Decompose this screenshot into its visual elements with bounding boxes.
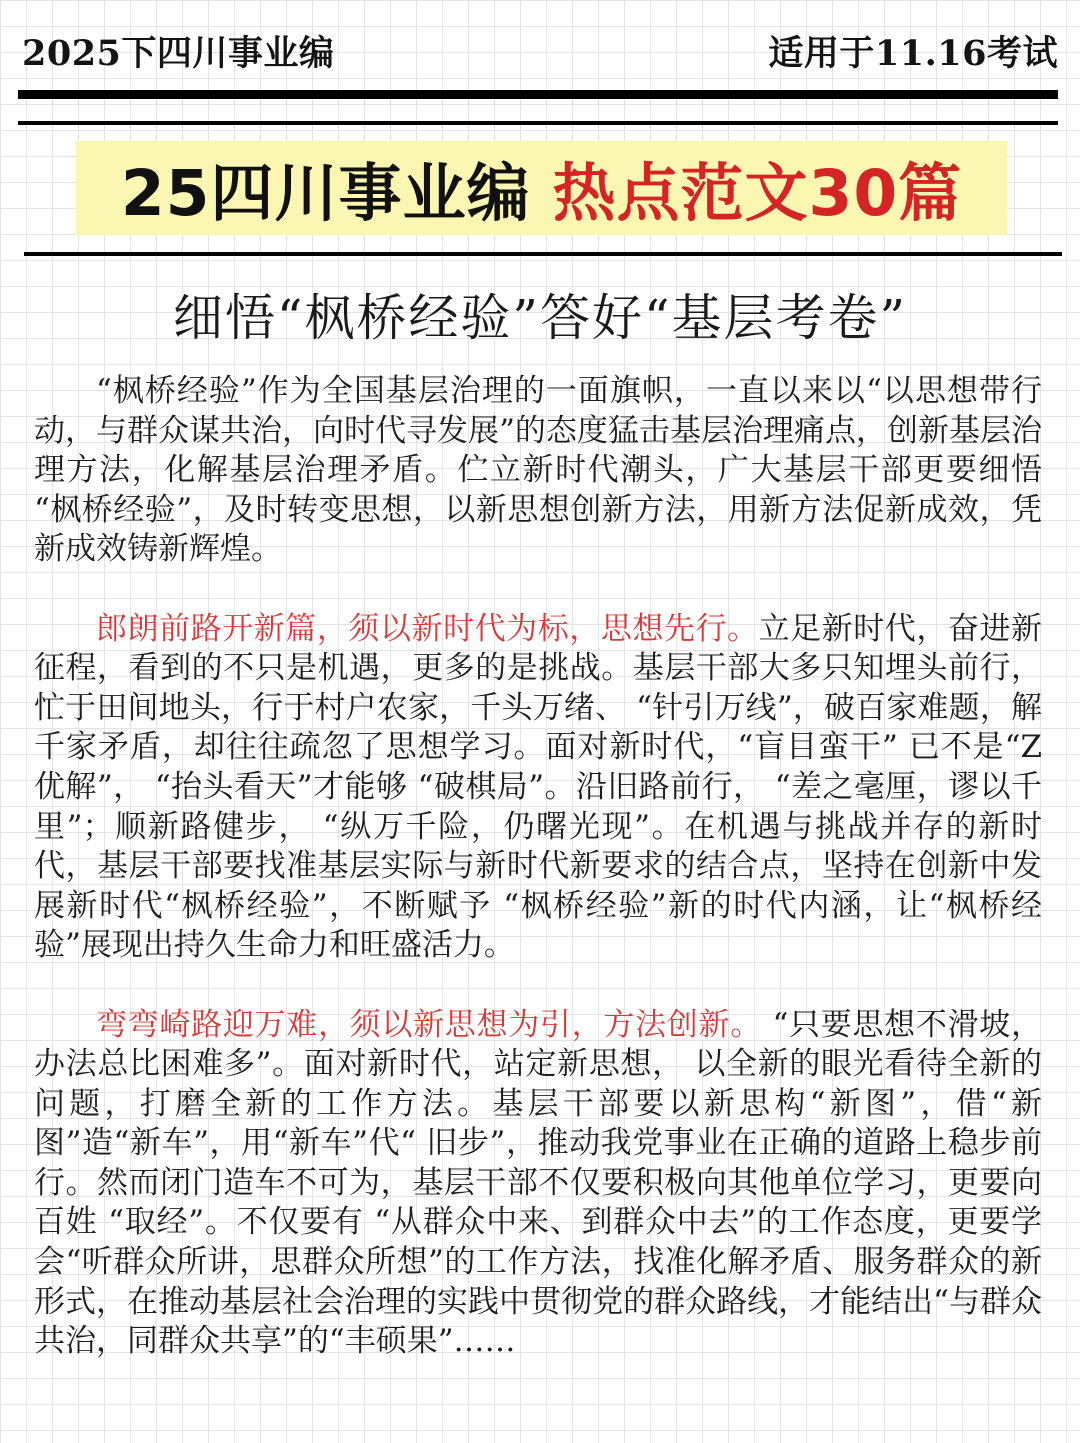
paragraph-text: 立足新时代，奋进新征程，看到的不只是机遇，更多的是挑战。基层干部大多只知埋头前行，忙于田间地头，行于村户农家，千头万绪、 “针引万线”，破百家难题，解千家矛盾，却往往疏忽了思想学习。面对新时代，“盲目蛮干” 已不是“Z优解”， “抬头看天”才能够 “破棋局”。沿旧路前行， “差之毫厘，谬以千里”；顺新路健步， “纵万千险，仍曙光现”。在机遇与挑战并存的新时代，基层干部要找准基层实际与新时代新要求的结合点，坚持在创新中发展新时代“枫桥经验”，不断赋予 “枫桥经验”新的时代内涵，让“枫桥经验”展现出持久生命力和旺盛活力。 (34, 610, 1043, 964)
paragraph-section-1 (34, 610, 1042, 966)
exam-date-label: 适用于11.16考试 (768, 33, 1058, 74)
paragraph-section-2 (34, 1006, 1042, 1362)
top-header (22, 26, 1058, 76)
banner-title-black: 25四川事业编 (120, 156, 531, 230)
paragraph-text: “枫桥经验”作为全国基层治理的一面旗帜，一直以来以“以思想带行动，与群众谋共治，向时代寻发展”的态度猛击基层治理痛点，创新基层治理方法，化解基层治理矛盾。伫立新时代潮头，广大基层干部更要细悟 “枫桥经验”，及时转变思想，以新思想创新方法，用新方法促新成效，凭新成效铸新辉煌。 (34, 373, 1042, 568)
paragraph-intro (34, 372, 1042, 570)
title-banner (76, 141, 1007, 235)
thin-divider (18, 121, 1058, 125)
section-heading: 弯弯崎路迎万难，须以新思想为引，方法创新。 (96, 1006, 762, 1043)
article-title: 细悟“枫桥经验”答好“基层考卷” (172, 289, 908, 347)
banner-divider (24, 252, 1062, 256)
article-body (34, 372, 1042, 1401)
paragraph-text: “只要思想不滑坡，办法总比困难多”。面对新时代，站定新思想， 以全新的眼光看待全新的问题，打磨全新的工作方法。基层干部要以新思构“新图”，借“新图”造“新车”，用“新车”代“ 旧步”，推动我党事业在正确的道路上稳步前行。然而闭门造车不可为，基层干部不仅要积极向其他单位学习，更要向百姓 “取经”。不仅要有 “从群众中来、到群众中去”的工作态度，更要学会“听群众所讲，思群众所想”的工作方法，找准化解矛盾、服务群众的新形式，在推动基层社会治理的实践中贯彻党的群众路线，才能结出“与群众共治，同群众共享”的“丰硕果”…… (34, 1006, 1042, 1360)
thick-divider (18, 90, 1058, 99)
exam-name-label: 2025下四川事业编 (22, 33, 335, 74)
section-heading: 郎朗前路开新篇，须以新时代为标，思想先行。 (96, 610, 759, 647)
banner-title-red: 热点范文30篇 (552, 156, 963, 230)
